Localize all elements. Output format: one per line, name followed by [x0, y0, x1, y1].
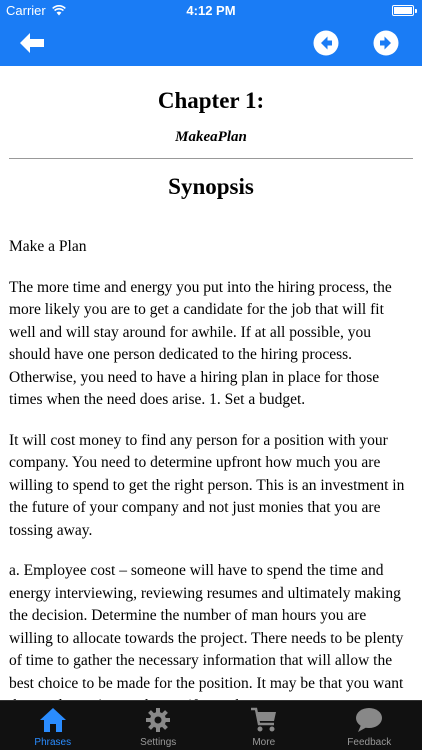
paragraph: It will cost money to find any person for a position with your company. You need to determine upfront how much you are willing to spend to get the right person. This is an investment in the future of your company and not just monies that you are tossing away. — [9, 430, 413, 543]
article-body — [0, 236, 422, 718]
arrow-left-icon — [19, 32, 45, 54]
chat-bubble-icon — [354, 706, 384, 734]
tab-label: Feedback — [317, 737, 422, 748]
carrier-label: Carrier — [6, 3, 46, 18]
home-icon — [38, 706, 68, 734]
tab-label: Settings — [106, 737, 212, 748]
section-title: Synopsis — [0, 174, 422, 200]
navigation-bar — [0, 20, 422, 66]
chapter-subtitle: MakeaPlan — [0, 129, 422, 146]
tab-feedback[interactable] — [317, 701, 422, 751]
cart-icon — [249, 706, 279, 734]
paragraph: a. Employee cost – someone will have to spend the time and energy interviewing, reviewing resumes and ultimately making the decision. Determine the number of man hours you are willing to allocate towards the project. There needs to be plenty of time to gather the necessary information that will allow the best choice to be made for the position. It may be that you want — [9, 560, 413, 718]
article-content[interactable] — [0, 66, 422, 700]
paragraph: Make a Plan — [9, 236, 413, 259]
circle-arrow-left-icon — [313, 30, 339, 56]
tab-label: More — [211, 737, 317, 748]
chapter-title: Chapter 1: — [0, 88, 422, 114]
battery-icon — [392, 5, 414, 16]
paragraph: The more time and energy you put into the hiring process, the more likely you are to get a candidate for the job that will fit well and will stay around for awhile. If at all possible, you should have one person dedicated to the hiring process. Otherwise, you need to have a hiring plan in place for those times when the need does arise. 1. Set a budget. — [9, 277, 413, 412]
next-chapter-button[interactable] — [372, 29, 400, 57]
tab-phrases[interactable] — [0, 701, 106, 751]
tab-settings[interactable] — [106, 701, 212, 751]
previous-chapter-button[interactable] — [312, 29, 340, 57]
status-bar — [0, 0, 422, 20]
circle-arrow-right-icon — [373, 30, 399, 56]
tab-more[interactable] — [211, 701, 317, 751]
tab-bar — [0, 700, 422, 750]
divider — [9, 158, 413, 159]
status-time: 4:12 PM — [0, 3, 422, 18]
gear-icon — [144, 706, 172, 734]
back-button[interactable] — [18, 29, 46, 57]
tab-label: Phrases — [0, 737, 106, 748]
